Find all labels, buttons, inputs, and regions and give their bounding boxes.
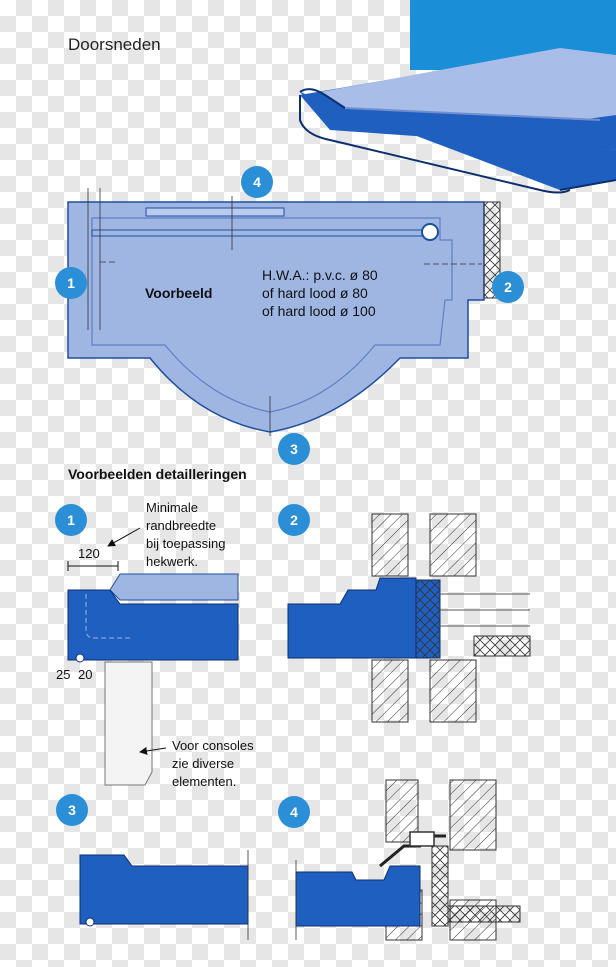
detail-2 (278, 504, 530, 722)
marker-3-detail (56, 794, 88, 826)
console-note-1: Voor consoles (172, 738, 254, 753)
marker-2-right (492, 271, 524, 303)
detail-1 (55, 500, 254, 789)
dim-20: 20 (78, 667, 93, 682)
detail1-note-4: hekwerk. (146, 554, 199, 569)
detail1-note-1: Minimale (146, 500, 199, 515)
svg-text:2: 2 (290, 512, 298, 528)
detail1-note-3: bij toepassing (146, 536, 226, 551)
svg-text:1: 1 (67, 275, 75, 291)
details-heading: Voorbeelden detailleringen (68, 466, 247, 482)
svg-text:3: 3 (290, 441, 298, 457)
spec-line-1: H.W.A.: p.v.c. ø 80 (262, 267, 378, 283)
console-note-3: elementen. (172, 774, 237, 789)
dim-25: 25 (56, 667, 71, 682)
spec-line-3: of hard lood ø 100 (262, 303, 376, 319)
detail1-note-2: randbreedte (146, 518, 217, 533)
marker-1-detail (55, 504, 87, 536)
page-title: Doorsneden (68, 35, 161, 54)
svg-text:2: 2 (504, 279, 512, 295)
marker-4-detail (278, 796, 310, 828)
example-label: Voorbeeld (145, 285, 213, 301)
console-note-2: zie diverse (172, 756, 235, 771)
main-cross-section (68, 188, 500, 436)
detail-4 (278, 780, 520, 940)
sill-3d-illustration (300, 0, 616, 193)
marker-1-left (55, 267, 87, 299)
spec-line-2: of hard lood ø 80 (262, 285, 368, 301)
marker-4-top (241, 166, 273, 198)
detail-3 (56, 794, 248, 940)
svg-text:3: 3 (68, 802, 76, 818)
svg-text:1: 1 (67, 512, 75, 528)
svg-text:4: 4 (253, 174, 261, 190)
marker-2-detail (278, 504, 310, 536)
svg-text:4: 4 (290, 804, 298, 820)
dim-120: 120 (78, 546, 100, 561)
marker-3-bottom (278, 433, 310, 465)
